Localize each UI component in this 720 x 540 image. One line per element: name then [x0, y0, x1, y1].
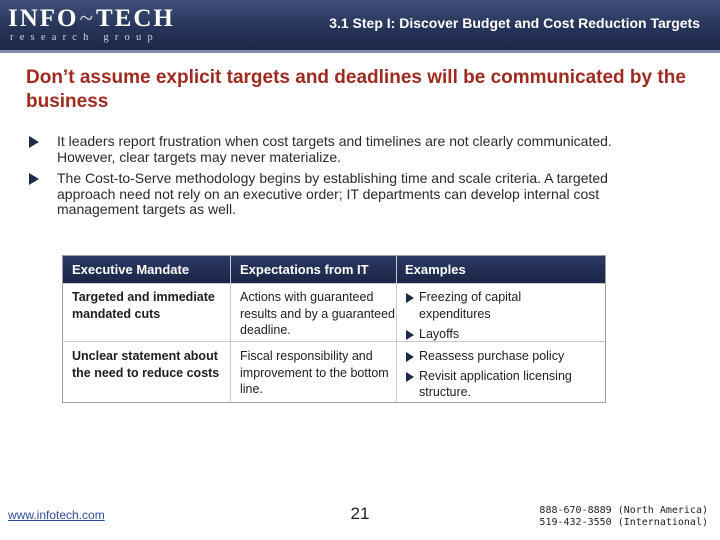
phone-north-america: 888-670-8889 (North America) [539, 505, 708, 516]
examples-cell [405, 289, 595, 343]
examples-cell [405, 348, 595, 401]
triangle-right-icon [29, 173, 39, 185]
website-link[interactable]: www.infotech.com [8, 508, 105, 522]
table-row [63, 283, 605, 341]
example-item [405, 368, 595, 401]
table-header [63, 256, 605, 283]
bullet-item [26, 134, 666, 165]
phone-international: 519-432-3550 (International) [539, 517, 708, 528]
column-divider [396, 256, 397, 402]
mandate-table [62, 255, 606, 403]
bullet-list [26, 134, 666, 224]
contact-phones [520, 505, 708, 529]
expectations-cell: Fiscal responsibility and improvement to the bottom line. [240, 349, 389, 396]
logo-wordmark [8, 5, 175, 33]
triangle-right-icon [29, 136, 39, 148]
triangle-right-icon [406, 293, 414, 303]
slide-title: Don’t assume explicit targets and deadlines will be communicated by the business [26, 67, 686, 112]
triangle-right-icon [406, 352, 414, 362]
logo-tilde: ~ [79, 5, 96, 32]
page-number: 21 [350, 504, 370, 523]
example-text: Reassess purchase policy [419, 349, 565, 363]
logo-word-right: TECH [96, 5, 175, 32]
infotech-logo [8, 5, 198, 45]
column-divider [230, 256, 231, 402]
mandate-cell: Targeted and immediate mandated cuts [72, 290, 215, 321]
column-header-mandate: Executive Mandate [72, 262, 190, 277]
section-title: 3.1 Step I: Discover Budget and Cost Reduction Targets [329, 15, 700, 31]
expectations-cell: Actions with guaranteed results and by a guaranteed deadline. [240, 290, 395, 337]
example-text: Layoffs [419, 327, 460, 341]
logo-word-left: INFO [8, 5, 79, 32]
triangle-right-icon [406, 330, 414, 340]
table-row [63, 341, 605, 402]
header-bar [0, 0, 720, 50]
example-item [405, 348, 595, 365]
example-text: Freezing of capital expenditures [419, 290, 522, 321]
bullet-text: It leaders report frustration when cost targets and timelines are not clearly communicated. However, clear targets may never materialize. [57, 133, 612, 165]
example-item [405, 289, 595, 322]
example-text: Revisit application licensing structure. [419, 368, 572, 399]
bullet-text: The Cost-to-Serve methodology begins by establishing time and scale criteria. A targeted approach need not rely on an executive order; IT departments can develop internal cost management targets as well. [57, 170, 608, 217]
bullet-item [26, 171, 666, 218]
logo-tagline: research group [10, 32, 159, 43]
triangle-right-icon [406, 372, 414, 382]
header-divider [0, 50, 720, 53]
mandate-cell: Unclear statement about the need to reduce costs [72, 349, 220, 380]
column-header-examples: Examples [405, 262, 466, 277]
column-header-expectations: Expectations from IT [240, 262, 369, 277]
